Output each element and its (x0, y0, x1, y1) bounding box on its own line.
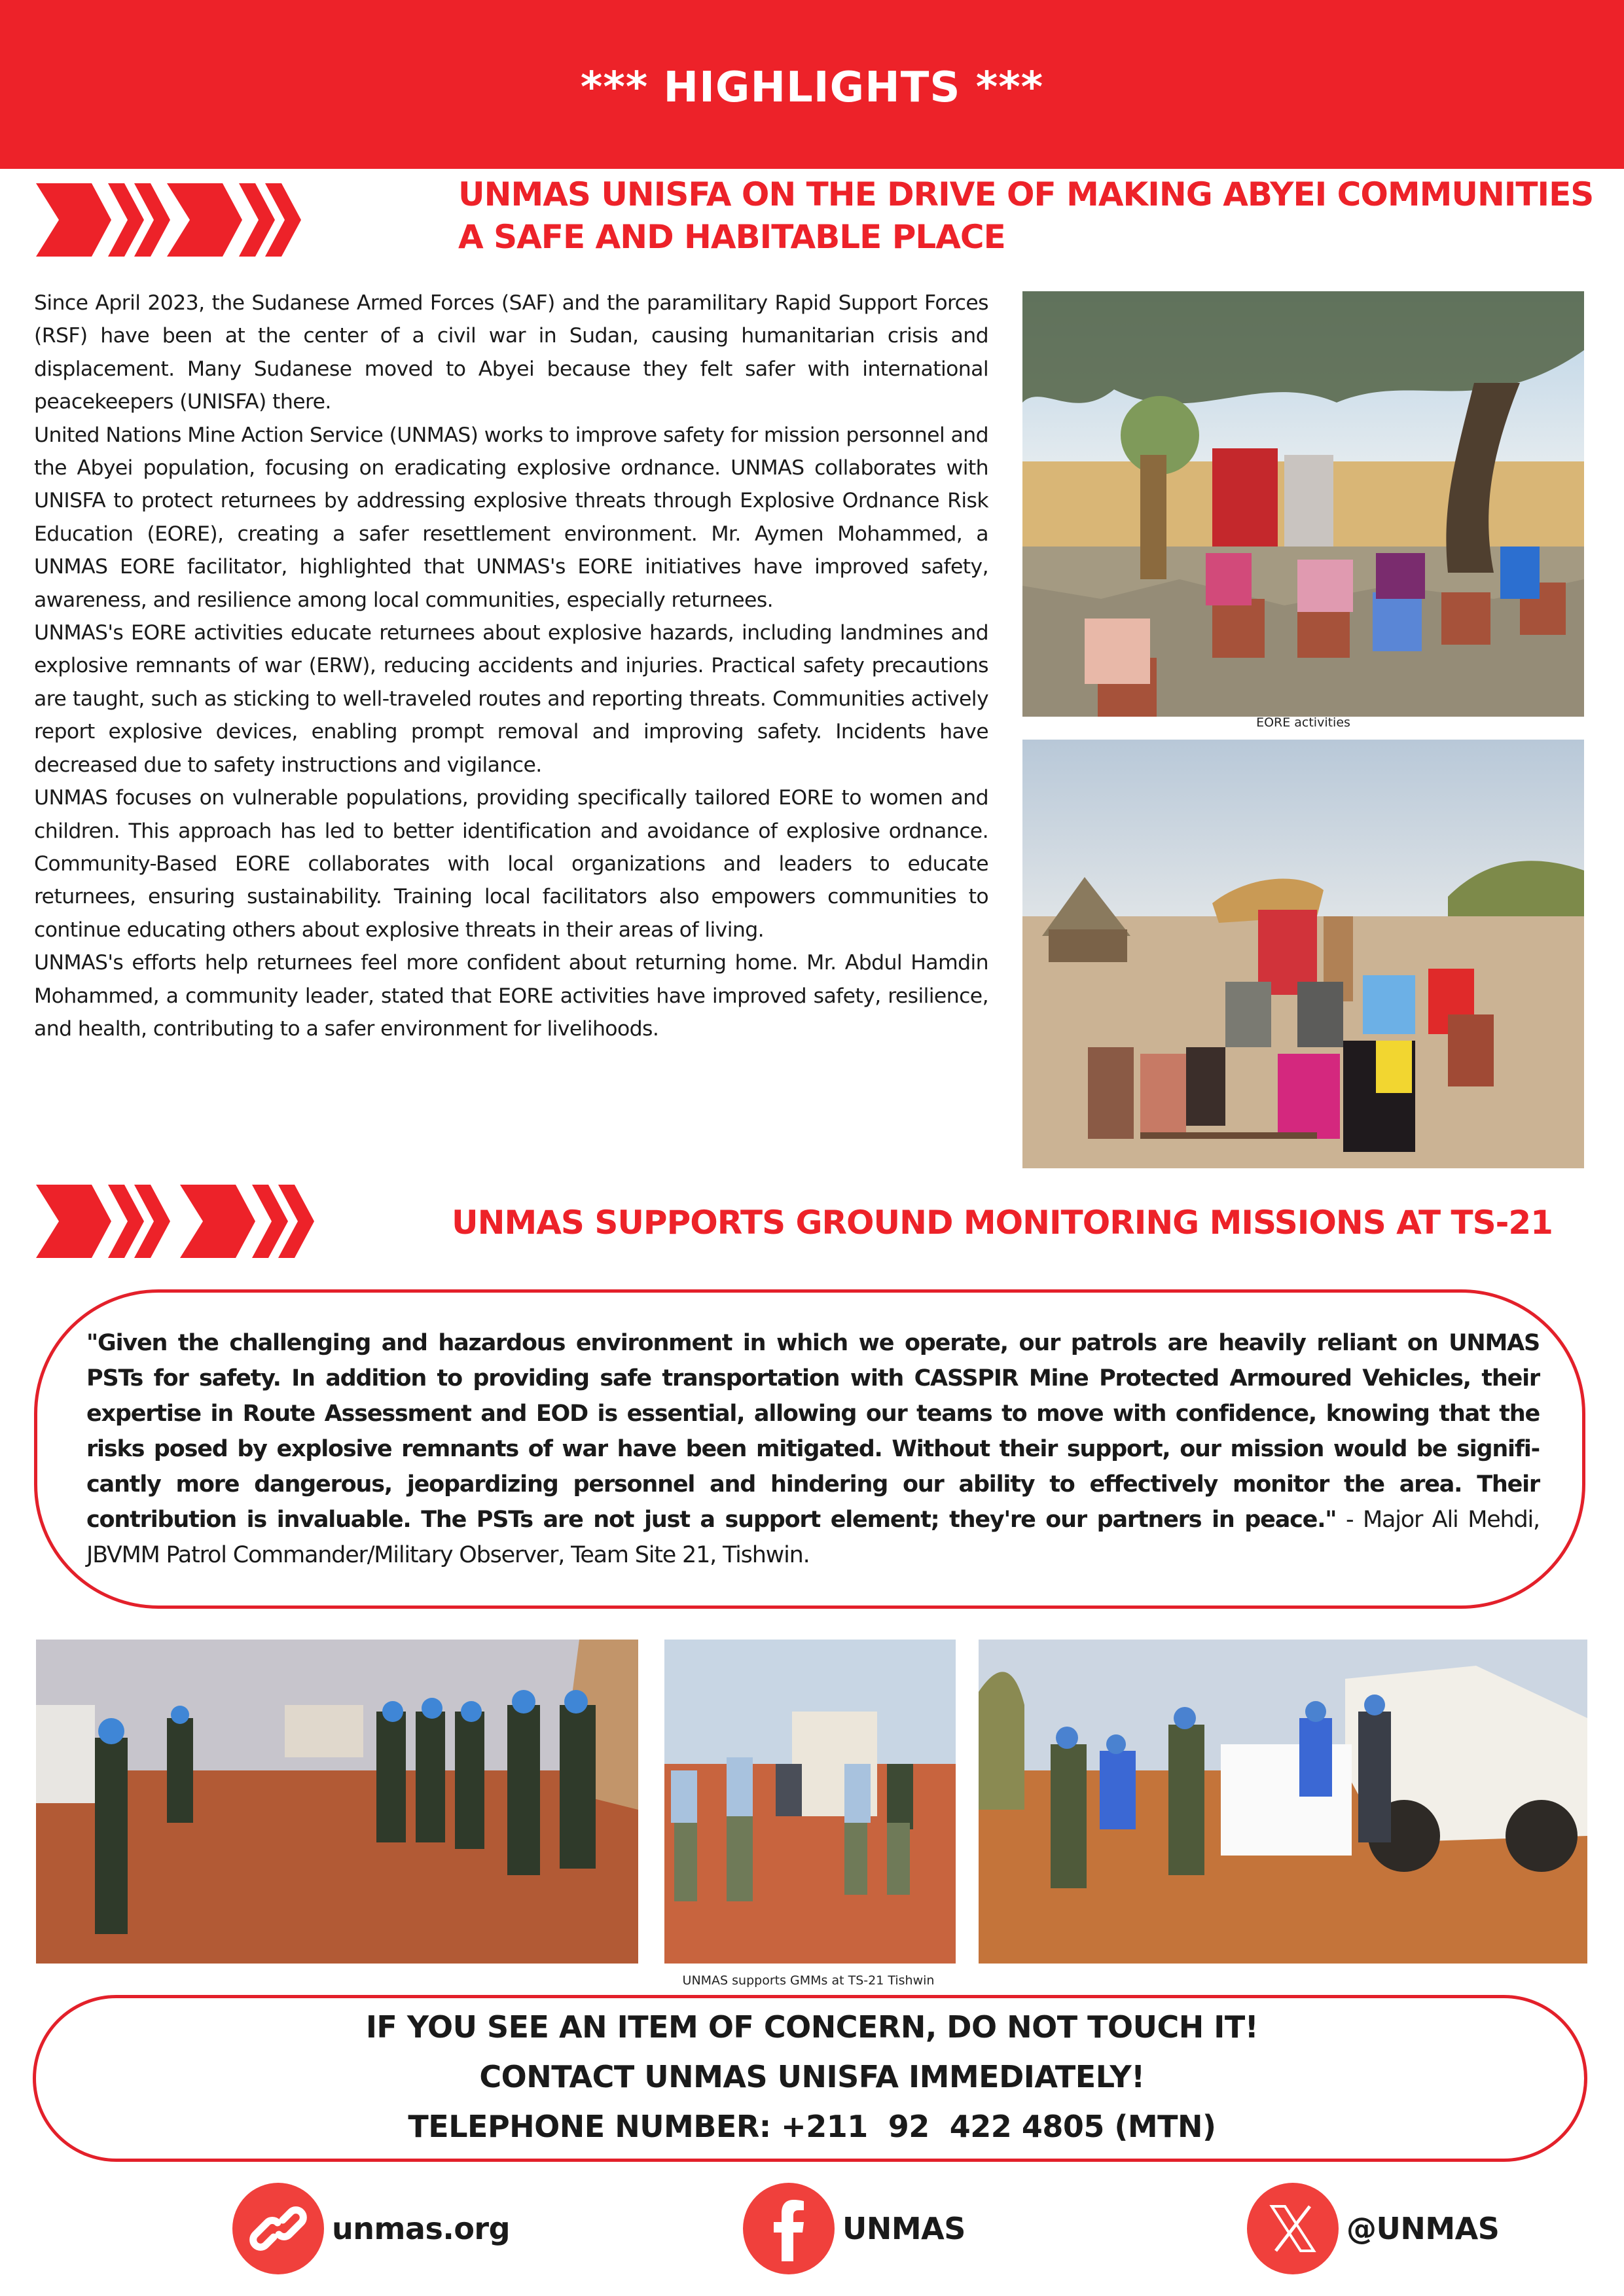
telephone-number: TELEPHONE NUMBER: +211 92 422 4805 (MTN) (408, 2109, 1216, 2144)
chevron-shape (180, 1185, 255, 1258)
warning-line: IF YOU SEE AN ITEM OF CONCERN, DO NOT TOUCH IT! (365, 2009, 1259, 2045)
eore-photo-village (1022, 740, 1584, 1168)
chevron-shape (108, 1185, 144, 1258)
x-link[interactable] (1247, 2183, 1499, 2274)
chevron-shape (167, 183, 242, 257)
chevron-shape (108, 183, 144, 257)
chevron-shape (36, 183, 111, 257)
quote-attribution: - Major Ali Mehdi, JBVMM Patrol Commander/Military Observer, Team Site 21, Tishwin. (86, 1507, 1540, 1568)
link-icon (232, 2183, 324, 2274)
article-body (34, 287, 988, 1045)
facebook-icon (743, 2183, 835, 2274)
paragraph: UNMAS's efforts help returnees feel more confident about returning home. Mr. Abdul Hamdin Mohammed, a community leader, stated that EORE activities have improved safety, resilience, and health, contributing to a safer environment for livelihoods. (34, 951, 988, 1041)
facebook-link[interactable] (743, 2183, 965, 2274)
section1-title (458, 173, 1593, 259)
chevron-shape (239, 183, 275, 257)
x-label: @UNMAS (1346, 2211, 1500, 2246)
photos-caption: UNMAS supports GMMs at TS-21 Tishwin (682, 1973, 935, 1988)
chevron-arrows-icon (33, 183, 425, 257)
chevron-arrows-icon (33, 1185, 425, 1258)
eore-photo-under-tree (1022, 291, 1584, 717)
gmm-photo-vehicle-team (979, 1640, 1587, 1964)
quote-text (86, 1325, 1540, 1573)
x-icon (1247, 2183, 1339, 2274)
photo1-caption: EORE activities (1256, 715, 1350, 730)
section1-title-line2: A SAFE AND HABITABLE PLACE (458, 218, 1005, 256)
website-link[interactable] (232, 2183, 510, 2274)
highlights-banner (0, 0, 1624, 169)
chevron-shape (36, 1185, 111, 1258)
quote-bold: "Given the challenging and hazardous environment in which we operate, our patrols are heavily reliant on UNMAS PSTs for safety. In addition to providing safe transportation with CASSPIR Mine Protected Armoured Vehicles, their expertise in Route Assessment and EOD is essential, allowing our teams to move with confidence, knowing that the risks posed by explosive remnants of war have been mitigated. Without their support, our mission would be signifi-cantly more dangerous, jeopardizing personnel and hindering our ability to effectively monitor the area. Their contribution is invaluable. The PSTs are not just a support element; they're our partners in peace." (86, 1330, 1540, 1533)
paragraph: United Nations Mine Action Service (UNMAS) works to improve safety for mission personnel and the Abyei population, focusing on eradicating explosive ordnance. UNMAS collaborates with UNISFA to protect returnees by addressing explosive threats through Explosive Ordnance Risk Education (EORE), creating a safer resettlement environment. Mr. Aymen Mohammed, a UNMAS EORE facilitator, highlighted that UNMAS's EORE initiatives have improved safety, awareness, and resilience among local communities, especially returnees. (34, 423, 988, 612)
website-label: unmas.org (332, 2211, 511, 2246)
gmm-photo-patrol-lineup (36, 1640, 638, 1964)
contact-instruction: CONTACT UNMAS UNISFA IMMEDIATELY! (479, 2059, 1145, 2094)
paragraph: Since April 2023, the Sudanese Armed Forces (SAF) and the paramilitary Rapid Support Forces (RSF) have been at the center of a civil war in Sudan, causing humanitarian crisis and displacement. Many Sudanese moved to Abyei because they felt safer with international peacekeepers (UNISFA) there. (34, 291, 988, 414)
section2-title: UNMAS SUPPORTS GROUND MONITORING MISSIONS AT TS-21 (452, 1204, 1553, 1242)
banner-title: *** HIGHLIGHTS *** (580, 63, 1044, 112)
section1-title-line1: UNMAS UNISFA ON THE DRIVE OF MAKING ABYEI COMMUNITIES (458, 175, 1594, 213)
gmm-photo-casspir (664, 1640, 956, 1964)
paragraph: UNMAS's EORE activities educate returnees about explosive hazards, including landmines and explosive remnants of war (ERW), reducing accidents and injuries. Practical safety precautions are taught, such as sticking to well-traveled routes and reporting threats. Communities actively report explosive devices, enabling prompt removal and improving safety. Incidents have decreased due to safety instructions and vigilance. (34, 621, 988, 777)
chevron-shape (252, 1185, 288, 1258)
paragraph: UNMAS focuses on vulnerable populations, providing specifically tailored EORE to women and children. This approach has led to better identification and avoidance of explosive ordnance. Community-Based EORE collaborates with local organizations and leaders to educate returnees, ensuring sustainability. Training local facilitators also empowers communities to continue educating others about explosive threats in their areas of living. (34, 786, 988, 942)
facebook-label: UNMAS (842, 2211, 965, 2246)
